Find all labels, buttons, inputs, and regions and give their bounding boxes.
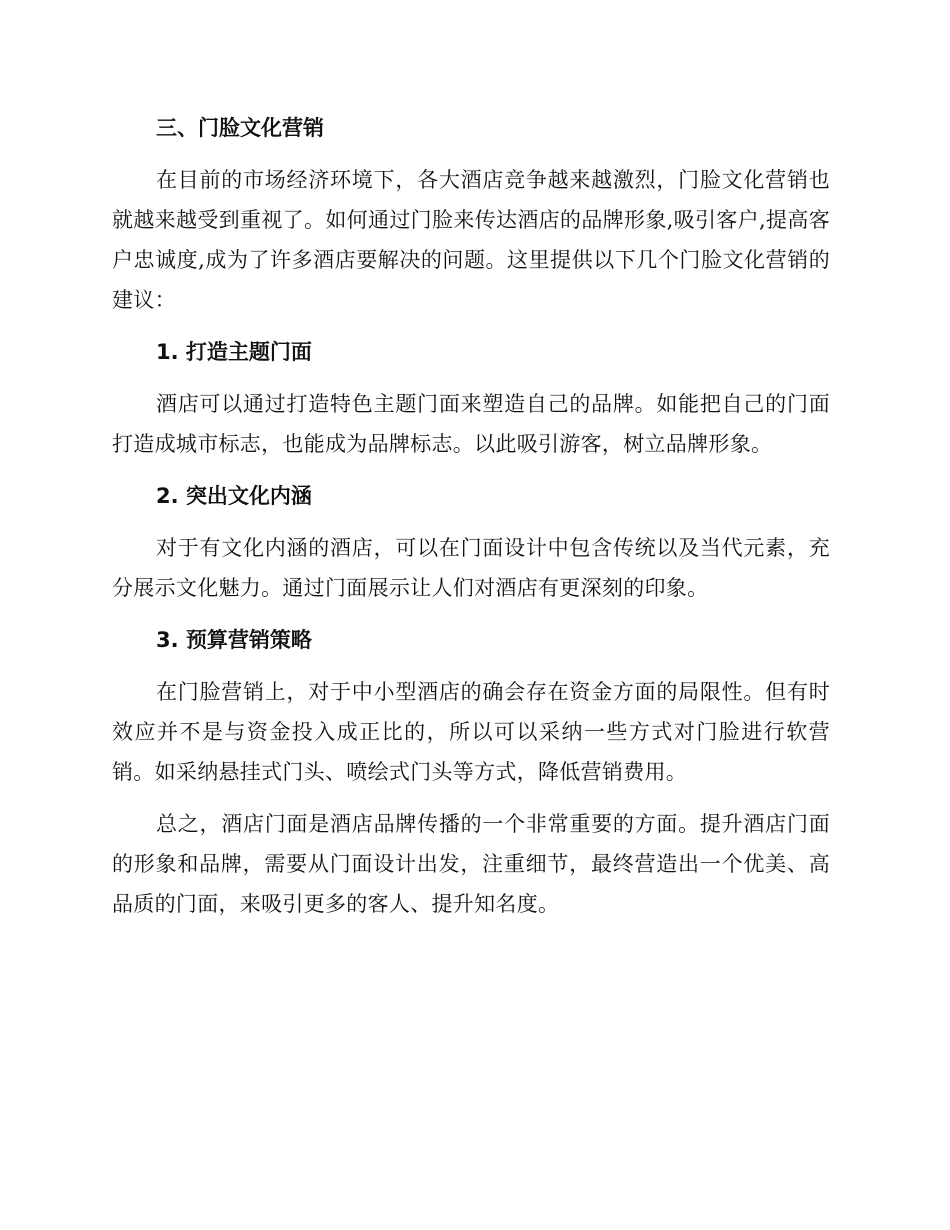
item-body-2: 对于有文化内涵的酒店，可以在门面设计中包含传统以及当代元素，充分展示文化魅力。通过门面展示让人们对酒店有更深刻的印象。 — [112, 536, 830, 600]
intro-paragraph: 在目前的市场经济环境下，各大酒店竞争越来越激烈，门脸文化营销也就越来越受到重视了。如何通过门脸来传达酒店的品牌形象,吸引客户,提高客户忠诚度,成为了许多酒店要解决的问题。这里提供以下几个门脸文化营销的建议： — [112, 168, 830, 312]
section-title: 三、门脸文化营销 — [156, 116, 324, 140]
item-heading-3: 3. 预算营销策略 — [156, 628, 312, 652]
item-heading-2: 2. 突出文化内涵 — [156, 484, 312, 508]
item-heading-1: 1. 打造主题门面 — [156, 340, 312, 364]
item-body-3: 在门脸营销上，对于中小型酒店的确会存在资金方面的局限性。但有时效应并不是与资金投入成正比的，所以可以采纳一些方式对门脸进行软营销。如采纳悬挂式门头、喷绘式门头等方式，降低营销费用。 — [112, 680, 830, 784]
document-page — [112, 108, 830, 936]
item-body-1: 酒店可以通过打造特色主题门面来塑造自己的品牌。如能把自己的门面打造成城市标志，也能成为品牌标志。以此吸引游客，树立品牌形象。 — [112, 392, 830, 456]
conclusion-paragraph: 总之，酒店门面是酒店品牌传播的一个非常重要的方面。提升酒店门面的形象和品牌，需要从门面设计出发，注重细节，最终营造出一个优美、高品质的门面，来吸引更多的客人、提升知名度。 — [112, 812, 830, 916]
